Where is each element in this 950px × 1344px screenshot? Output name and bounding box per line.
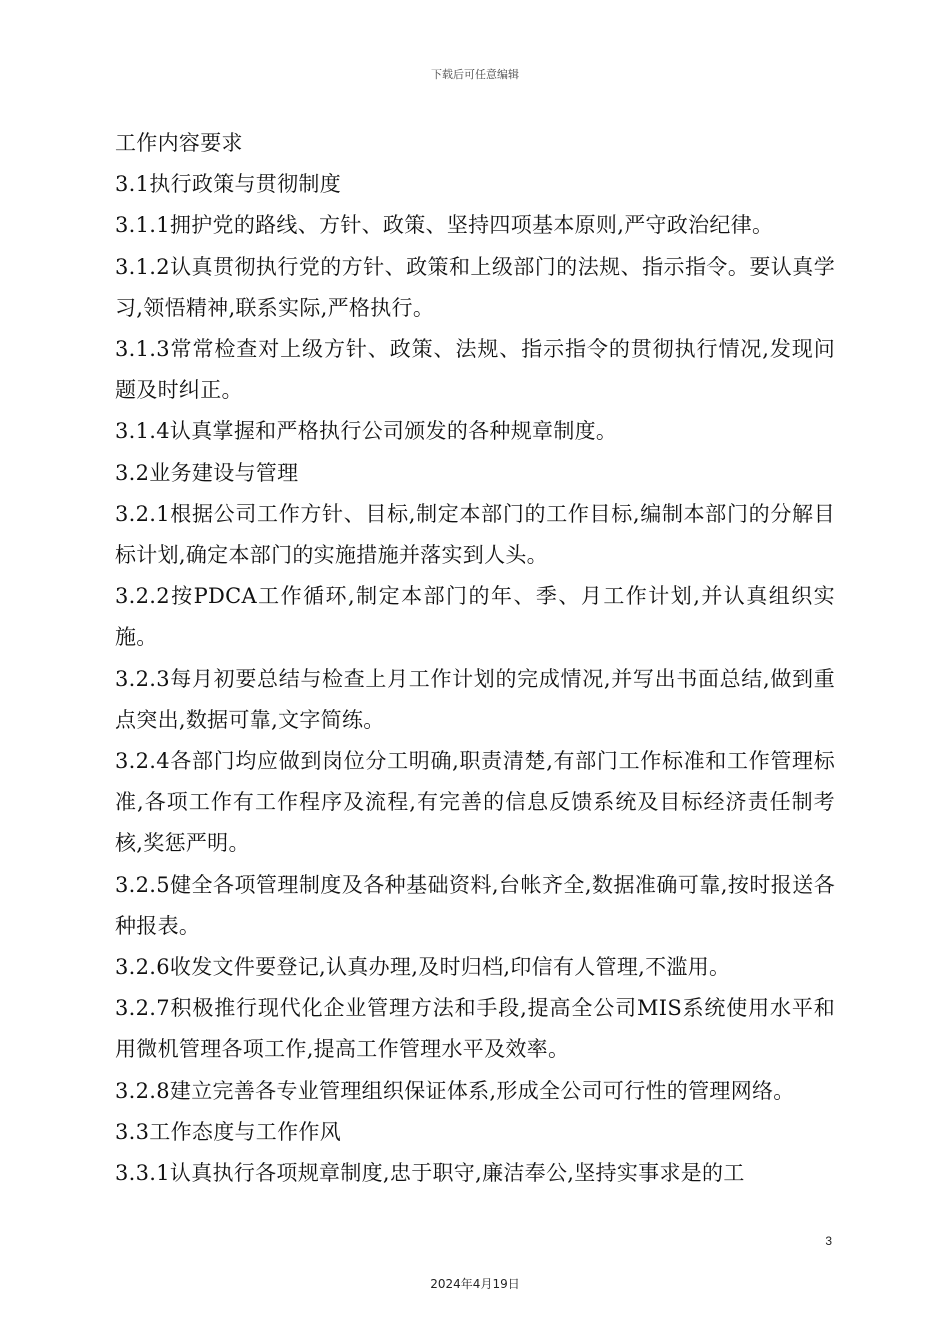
section-heading: 工作内容要求 [115, 131, 243, 155]
section-heading: 3.1执行政策与贯彻制度 [115, 172, 341, 197]
clause-paragraph: 3.2.4各部门均应做到岗位分工明确,职责清楚,有部门工作标准和工作管理标准,各项工作有工作程序及流程,有完善的信息反馈系统及目标经济责任制考核,奖惩严明。 [115, 749, 835, 856]
page-number: 3 [825, 1234, 832, 1248]
clause-paragraph: 3.2.2按PDCA工作循环,制定本部门的年、季、月工作计划,并认真组织实施。 [115, 584, 835, 650]
section-heading: 3.3工作态度与工作作风 [115, 1119, 341, 1144]
page-header: 下载后可任意编辑 [431, 68, 519, 81]
clause-paragraph: 3.2.6收发文件要登记,认真办理,及时归档,印信有人管理,不滥用。 [115, 955, 731, 980]
clause-paragraph: 3.2.8建立完善各专业管理组织保证体系,形成全公司可行性的管理网络。 [115, 1078, 795, 1103]
clause-paragraph: 3.2.7积极推行现代化企业管理方法和手段,提高全公司MIS系统使用水平和用微机管理各项工作,提高工作管理水平及效率。 [115, 996, 835, 1062]
clause-paragraph: 3.1.4认真掌握和严格执行公司颁发的各种规章制度。 [115, 419, 618, 444]
document-body [115, 123, 835, 1194]
clause-paragraph: 3.3.1认真执行各项规章制度,忠于职守,廉洁奉公,坚持实事求是的工 [115, 1161, 745, 1186]
clause-paragraph: 3.1.3常常检查对上级方针、政策、法规、指示指令的贯彻执行情况,发现问题及时纠正。 [115, 337, 835, 403]
clause-paragraph: 3.1.2认真贯彻执行党的方针、政策和上级部门的法规、指示指令。要认真学习,领悟精神,联系实际,严格执行。 [115, 254, 835, 320]
footer-date: 2024年4月19日 [430, 1277, 520, 1291]
clause-paragraph: 3.2.1根据公司工作方针、目标,制定本部门的工作目标,编制本部门的分解目标计划,确定本部门的实施措施并落实到人头。 [115, 501, 835, 568]
clause-paragraph: 3.2.3每月初要总结与检查上月工作计划的完成情况,并写出书面总结,做到重点突出,数据可靠,文字简练。 [115, 666, 835, 732]
clause-paragraph: 3.1.1拥护党的路线、方针、政策、坚持四项基本原则,严守政治纪律。 [115, 213, 774, 238]
clause-paragraph: 3.2.5健全各项管理制度及各种基础资料,台帐齐全,数据准确可靠,按时报送各种报表。 [115, 872, 835, 938]
section-heading: 3.2业务建设与管理 [115, 460, 299, 485]
